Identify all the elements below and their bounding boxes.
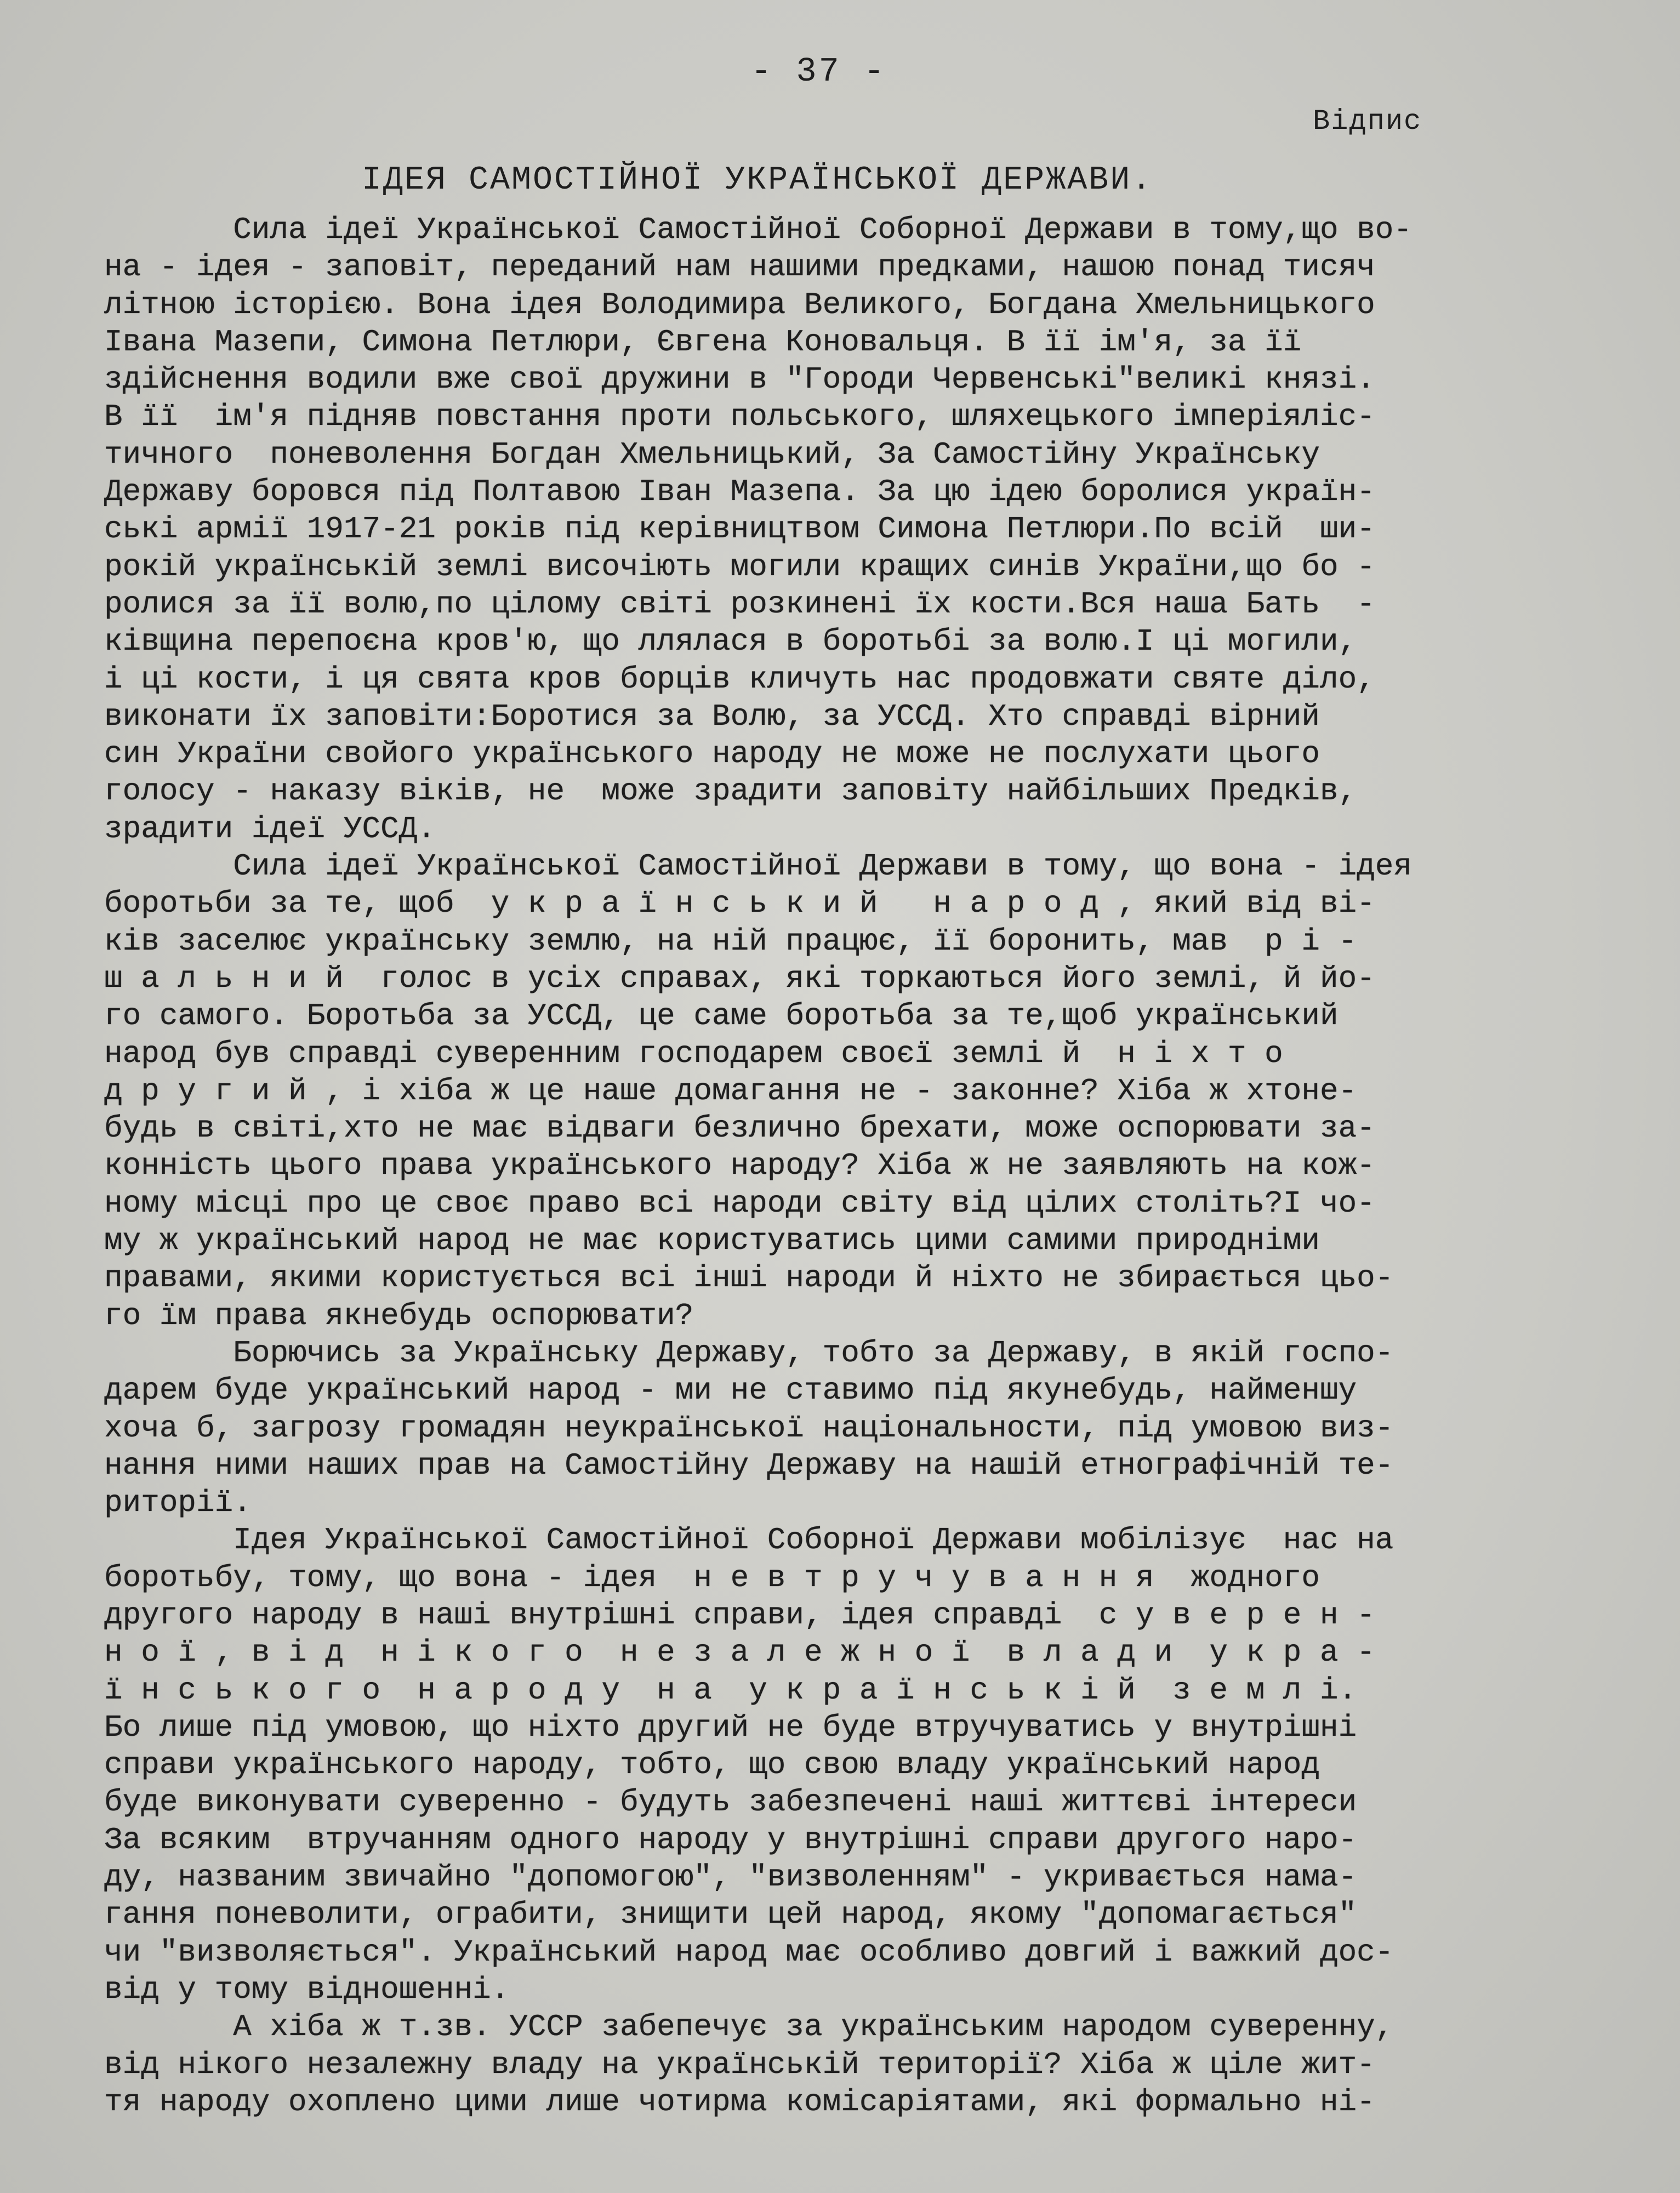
text-line: голосу - наказу віків, не може зрадити заповіту найбільших Предків,	[104, 774, 1357, 809]
text-line: від у тому відношенні.	[104, 1972, 510, 2007]
text-line: здійснення водили вже свої дружини в "Городи Червенські"великі князі.	[104, 362, 1375, 397]
text-line: ківщина перепоєна кров'ю, що ллялася в боротьбі за волю.І ці могили,	[104, 624, 1357, 660]
text-line: хоча б, загрозу громадян неукраїнської національности, під умовою виз-	[104, 1410, 1394, 1446]
text-line: ські армії 1917-21 років під керівництвом Симона Петлюри.По всій ши-	[104, 512, 1375, 547]
text-line: ї н с ь к о г о н а р о д у н а у к р а ї н с ь к і й з е м л і.	[104, 1672, 1357, 1708]
text-line: конність цього права українського народу? Хіба ж не заявляють на кож-	[104, 1148, 1375, 1184]
text-line: боротьби за те, щоб у к р а ї н с ь к и й н а р о д , який від ві-	[104, 886, 1375, 922]
text-line: другого народу в наші внутрішні справи, ідея справді с у в е р е н -	[104, 1597, 1375, 1633]
text-line: від нікого незалежну владу на українській території? Хіба ж ціле жит-	[104, 2047, 1375, 2082]
text-line: ків заселює українську землю, на ній працює, її боронить, мав р і -	[104, 923, 1357, 959]
text-line: зрадити ідеї УССД.	[104, 811, 436, 846]
page-number: - 37 -	[751, 52, 887, 91]
text-line: го самого. Боротьба за УССД, це саме боротьба за те,щоб український	[104, 998, 1339, 1034]
text-line: н о ї , в і д н і к о г о н е з а л е ж н о ї в л а д и у к р а -	[104, 1635, 1375, 1671]
text-line: Державу боровся під Полтавою Іван Мазепа. За цю ідею боролися україн-	[104, 474, 1375, 510]
text-line: ш а л ь н и й голос в усіх справах, які торкаються його землі, й йо-	[104, 961, 1375, 996]
text-line: нання ними наших прав на Самостійну Державу на нашій етнографічній те-	[104, 1447, 1394, 1483]
text-line: син України свойого українського народу не може не послухати цього	[104, 736, 1320, 772]
text-line: буде виконувати суверенно - будуть забезпечені наші життєві інтереси	[104, 1785, 1357, 1820]
text-line: Сила ідеї Української Самостійної Соборної Держави в тому,що во-	[104, 212, 1412, 247]
text-line: справи українського народу, тобто, що свою владу український народ	[104, 1747, 1320, 1783]
text-line: і ці кости, і ця свята кров борців кличуть нас продовжати святе діло,	[104, 661, 1375, 697]
text-line: тя народу охоплено цими лише чотирма комісаріятами, які формально ні-	[104, 2084, 1375, 2120]
text-line: ду, названим звичайно "допомогою", "визволенням" - укривається нама-	[104, 1860, 1357, 1895]
text-line: на - ідея - заповіт, переданий нам нашими предками, нашою понад тисяч	[104, 249, 1375, 285]
text-line: виконати їх заповіти:Боротися за Волю, за УССД. Хто справді вірний	[104, 698, 1320, 734]
text-line: За всяким втручанням одного народу у внутрішні справи другого наро-	[104, 1822, 1357, 1857]
text-line: му ж український народ не має користуватись цими самими природніми	[104, 1223, 1320, 1259]
text-line: правами, якими користується всі інші народи й ніхто не збирається цьо-	[104, 1260, 1394, 1296]
text-line: риторії.	[104, 1485, 252, 1521]
text-line: чи "визволяється". Український народ має особливо довгий і важкий дос-	[104, 1934, 1394, 1970]
text-line: В її ім'я підняв повстання проти польського, шляхецького імперіяліс-	[104, 399, 1375, 435]
text-line: Бо лише під умовою, що ніхто другий не буде втручуватись у внутрішні	[104, 1709, 1357, 1745]
text-line: гання поневолити, ограбити, знищити цей народ, якому "допомагається"	[104, 1897, 1357, 1933]
text-line: ному місці про це своє право всі народи світу від цілих століть?І чо-	[104, 1185, 1375, 1221]
body-text	[104, 211, 1606, 2121]
text-line: д р у г и й , і хіба ж це наше домагання не - законне? Хіба ж хтоне-	[104, 1073, 1357, 1109]
text-line: рокій українській землі височіють могили кращих синів України,що бо -	[104, 549, 1375, 584]
text-line: Сила ідеї Української Самостійної Держави в тому, що вона - ідея	[104, 849, 1412, 884]
text-line: народ був справді суверенним господарем своєї землі й н і х т о	[104, 1036, 1283, 1071]
document-heading: ІДЕЯ САМОСТІЙНОЇ УКРАЇНСЬКОЇ ДЕРЖАВИ.	[362, 162, 1153, 199]
text-line: Ідея Української Самостійної Соборної Держави мобілізує нас на	[104, 1522, 1394, 1558]
copy-mark: Відпис	[1313, 105, 1422, 138]
text-line: А хіба ж т.зв. УССР забепечує за українським народом суверенну,	[104, 2009, 1394, 2045]
text-line: боротьбу, тому, що вона - ідея н е в т р у ч у в а н н я жодного	[104, 1560, 1320, 1595]
text-line: дарем буде український народ - ми не ставимо під якунебудь, найменшу	[104, 1373, 1357, 1408]
text-line: Івана Мазепи, Симона Петлюри, Євгена Коновальця. В її ім'я, за її	[104, 324, 1302, 360]
text-line: літною історією. Вона ідея Володимира Великого, Богдана Хмельницького	[104, 287, 1375, 322]
text-line: ролися за її волю,по цілому світі розкинені їх кости.Вся наша Бать -	[104, 586, 1375, 622]
text-line: тичного поневолення Богдан Хмельницький, За Самостійну Українську	[104, 436, 1320, 472]
text-line: будь в світі,хто не має відваги безлично брехати, може оспорювати за-	[104, 1111, 1375, 1146]
text-line: Борючись за Українську Державу, тобто за Державу, в якій госпо-	[104, 1335, 1394, 1371]
text-line: го їм права якнебудь оспорювати?	[104, 1298, 694, 1333]
